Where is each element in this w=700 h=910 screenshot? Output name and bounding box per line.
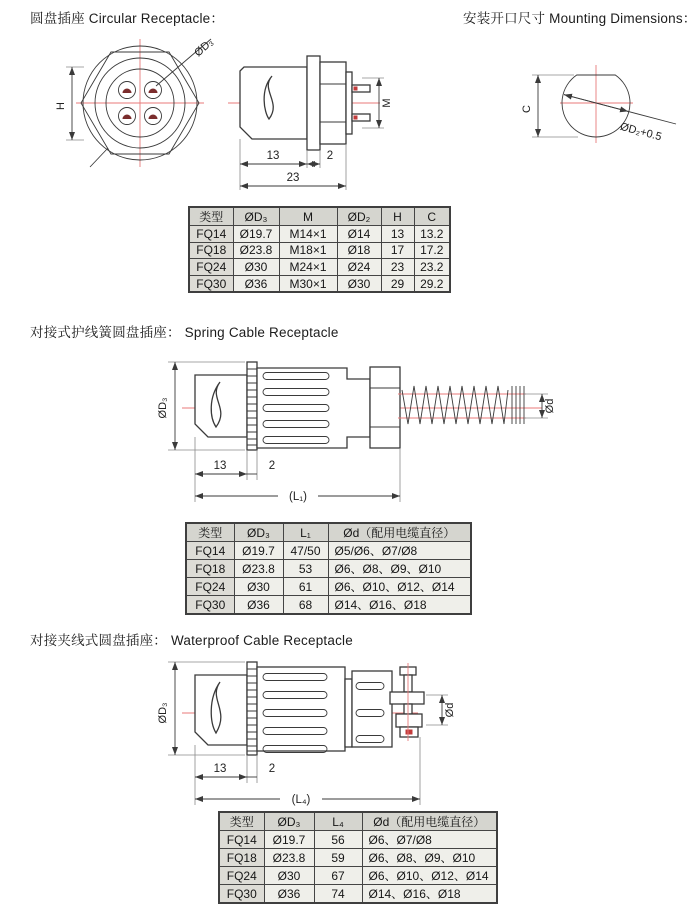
table-cell: 17.2 — [414, 242, 450, 259]
table-cell: FQ14 — [186, 542, 234, 560]
table-cell: Ø23.8 — [264, 849, 314, 867]
dim-13: 13 — [266, 150, 280, 162]
table-cell: FQ30 — [186, 596, 234, 615]
table-cell: Ø6、Ø8、Ø9、Ø10 — [362, 849, 497, 867]
table-cell: Ø36 — [233, 275, 279, 292]
table-cell: 23.2 — [414, 259, 450, 276]
waterproof-receptacle-drawing — [150, 655, 580, 815]
table-cell: 56 — [314, 831, 362, 849]
dim-label-h: H — [55, 102, 67, 110]
table-cell: Ø30 — [337, 275, 381, 292]
table-cell: FQ30 — [189, 275, 233, 292]
col-header: Ød（配用电缆直径） — [362, 812, 497, 831]
table-row — [186, 596, 471, 615]
col-header: L₄ — [314, 812, 362, 831]
table-row — [219, 885, 497, 904]
flange-disc — [307, 56, 320, 150]
table-cell: Ø19.7 — [234, 542, 283, 560]
col-header: ØD₃ — [234, 523, 283, 542]
col-header: H — [381, 207, 414, 226]
table-row — [189, 275, 450, 292]
table-cell: Ø23.8 — [234, 560, 283, 578]
coupling-nut — [257, 368, 370, 448]
col-header: ØD₃ — [233, 207, 279, 226]
washer — [346, 72, 352, 134]
table-header-row — [186, 523, 471, 542]
dim-2: 2 — [268, 460, 276, 472]
table-cell: Ø30 — [264, 867, 314, 885]
dim-label-d2: ØD₂+0.5 — [618, 120, 663, 144]
table-cell: 29.2 — [414, 275, 450, 292]
section-title-waterproof-receptacle: 对接夹线式圆盘插座： Waterproof Cable Receptacle — [30, 633, 353, 648]
table-cell: 13 — [381, 226, 414, 243]
table-cell: 59 — [314, 849, 362, 867]
table-row — [219, 831, 497, 849]
hex-nut — [320, 62, 346, 144]
receptacle-body — [195, 375, 247, 437]
receptacle-body — [195, 675, 247, 745]
spring-spec-table — [185, 522, 472, 615]
col-header: M — [279, 207, 337, 226]
table-row — [186, 542, 471, 560]
table-cell: 68 — [283, 596, 328, 615]
section-title-mounting-dimensions: 安装开口尺寸 Mounting Dimensions： — [463, 11, 697, 26]
table-cell: M14×1 — [279, 226, 337, 243]
dim-label-d: Ød — [544, 398, 556, 414]
hex-nut — [370, 367, 400, 448]
side-view — [228, 56, 393, 190]
table-cell: Ø14、Ø16、Ø18 — [362, 885, 497, 904]
table-cell: FQ14 — [219, 831, 264, 849]
table-cell: Ø6、Ø10、Ø12、Ø14 — [362, 867, 497, 885]
table-row — [189, 226, 450, 243]
table-cell: Ø36 — [234, 596, 283, 615]
table-header-row — [189, 207, 450, 226]
dim-label-d3: ØD₃ — [157, 397, 169, 419]
mounting-hole-drawing — [480, 35, 695, 175]
table-cell: Ø19.7 — [264, 831, 314, 849]
table-cell: 67 — [314, 867, 362, 885]
table-row — [189, 259, 450, 276]
dim-2: 2 — [326, 150, 334, 162]
table-cell: Ø19.7 — [233, 226, 279, 243]
col-header: ØD₃ — [264, 812, 314, 831]
table-row — [219, 849, 497, 867]
col-header: 类型 — [186, 523, 234, 542]
circular-receptacle-drawing — [28, 26, 448, 201]
table-cell: 23 — [381, 259, 414, 276]
table-cell: Ø30 — [234, 578, 283, 596]
table-cell: FQ24 — [189, 259, 233, 276]
table-cell: Ø18 — [337, 242, 381, 259]
table-row — [189, 242, 450, 259]
cable-clamp-screw — [390, 663, 424, 741]
table-cell: FQ18 — [219, 849, 264, 867]
col-header: L₁ — [283, 523, 328, 542]
front-view — [55, 36, 216, 167]
coupling-nut — [257, 667, 345, 751]
col-header: ØD₂ — [337, 207, 381, 226]
table-cell: Ø14、Ø16、Ø18 — [328, 596, 471, 615]
table-cell: M30×1 — [279, 275, 337, 292]
table-cell: FQ18 — [186, 560, 234, 578]
table-cell: 13.2 — [414, 226, 450, 243]
table-row — [219, 867, 497, 885]
neck — [345, 679, 352, 747]
table-cell: FQ14 — [189, 226, 233, 243]
knurled-disc — [247, 362, 257, 450]
table-cell: FQ18 — [189, 242, 233, 259]
dim-13: 13 — [213, 460, 227, 472]
dim-2: 2 — [268, 763, 276, 775]
table-cell: Ø14 — [337, 226, 381, 243]
spring-receptacle-drawing — [150, 352, 580, 512]
col-header: 类型 — [219, 812, 264, 831]
table-cell: Ø6、Ø7/Ø8 — [362, 831, 497, 849]
section-title-spring-receptacle: 对接式护线簧圆盘插座： Spring Cable Receptacle — [30, 325, 339, 340]
section-title-circular-receptacle: 圆盘插座 Circular Receptacle： — [30, 11, 225, 26]
dim-13: 13 — [213, 763, 227, 775]
dim-l1: (L₁) — [289, 491, 307, 503]
table-cell: Ø6、Ø8、Ø9、Ø10 — [328, 560, 471, 578]
dim-l4: (L₄) — [291, 794, 311, 806]
table-row — [186, 560, 471, 578]
table-cell: Ø24 — [337, 259, 381, 276]
dim-label-d: Ød — [444, 702, 456, 718]
receptacle-spec-table — [188, 206, 451, 293]
dim-label-m: M — [381, 98, 393, 108]
table-cell: Ø36 — [264, 885, 314, 904]
table-cell: FQ24 — [219, 867, 264, 885]
col-header: 类型 — [189, 207, 233, 226]
waterproof-spec-table — [218, 811, 498, 904]
table-cell: M18×1 — [279, 242, 337, 259]
dim-label-c: C — [521, 105, 533, 113]
table-cell: 61 — [283, 578, 328, 596]
table-cell: M24×1 — [279, 259, 337, 276]
dim-label-d3: ØD₃ — [192, 36, 216, 60]
table-cell: 47/50 — [283, 542, 328, 560]
table-cell: Ø6、Ø10、Ø12、Ø14 — [328, 578, 471, 596]
dim-23: 23 — [286, 172, 300, 184]
table-cell: 29 — [381, 275, 414, 292]
table-cell: 53 — [283, 560, 328, 578]
table-cell: Ø5/Ø6、Ø7/Ø8 — [328, 542, 471, 560]
table-cell: FQ30 — [219, 885, 264, 904]
table-cell: 17 — [381, 242, 414, 259]
dim-label-d3: ØD₃ — [157, 702, 169, 724]
table-cell: Ø23.8 — [233, 242, 279, 259]
table-header-row — [219, 812, 497, 831]
table-cell: 74 — [314, 885, 362, 904]
receptacle-body — [240, 67, 307, 139]
table-row — [186, 578, 471, 596]
col-header: C — [414, 207, 450, 226]
col-header: Ød（配用电缆直径） — [328, 523, 471, 542]
table-cell: FQ24 — [186, 578, 234, 596]
table-cell: Ø30 — [233, 259, 279, 276]
